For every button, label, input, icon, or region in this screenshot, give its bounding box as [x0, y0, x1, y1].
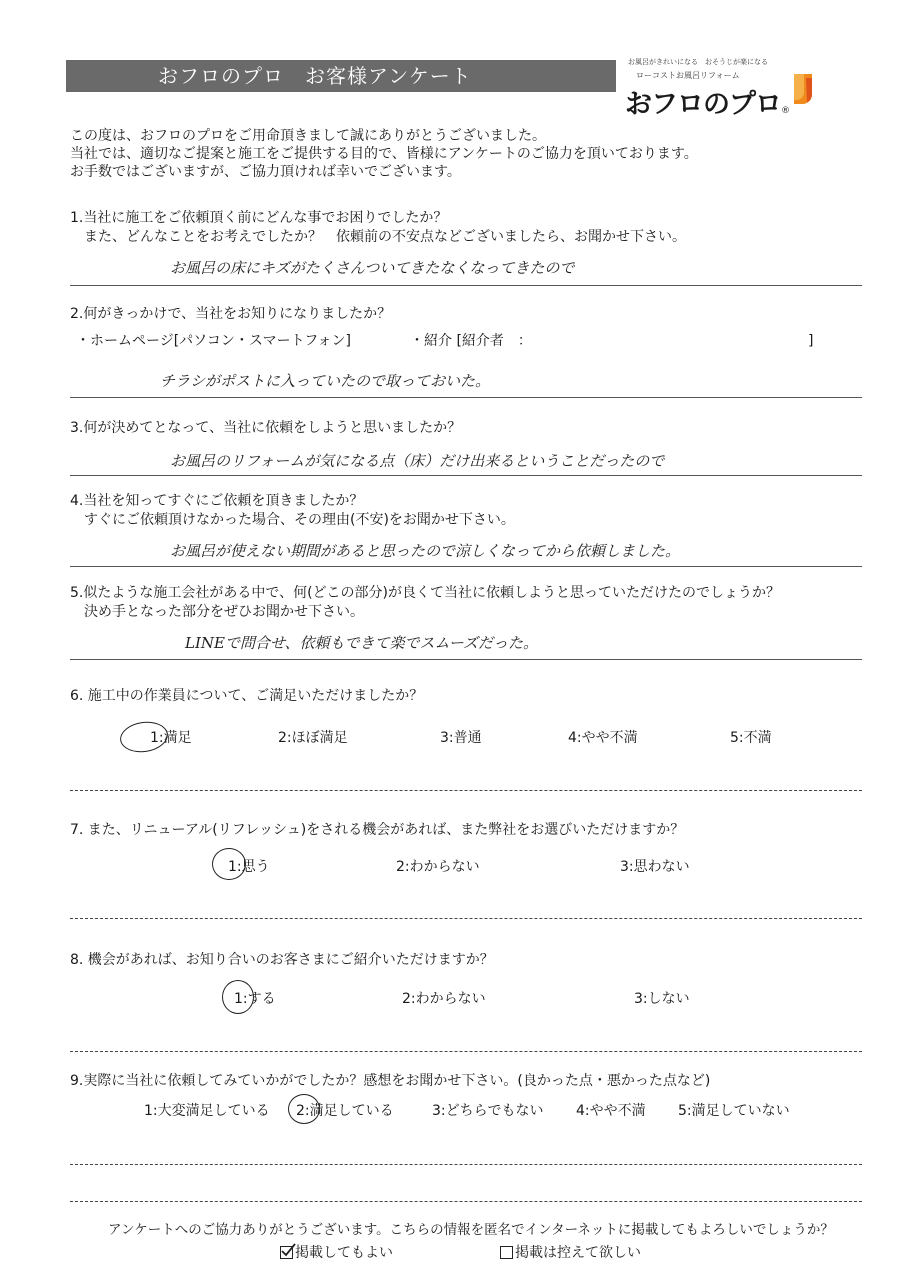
q4-line-1: 4.当社を知ってすぐにご依頼を頂きましたか？	[70, 493, 364, 509]
q6-question: 6. 施工中の作業員について、ご満足いただけましたか？	[70, 688, 424, 704]
q5-answer-line	[70, 659, 862, 660]
intro-line-1: この度は、おフロのプロをご用命頂きまして誠にありがとうございました。	[70, 128, 546, 144]
q8-question: 8. 機会があれば、お知り合いのお客さまにご紹介いただけますか？	[70, 952, 494, 968]
logo-subtitle: ローコストお風呂リフォーム	[636, 71, 740, 80]
q9-answer-line-1	[70, 1164, 862, 1165]
q4-answer: お風呂が使えない期間があると思ったので涼しくなってから依頼しました。	[170, 542, 681, 560]
logo-tagline: お風呂がきれいになる おそうじが楽になる	[628, 58, 768, 66]
q6-option-1[interactable]: 1:満足	[150, 730, 192, 746]
q4-answer-line	[70, 566, 862, 567]
q2-answer: チラシがポストに入っていたので取っておいた。	[160, 372, 491, 390]
q2-bracket-close: ]	[808, 333, 814, 349]
q1-line-2: また、どんなことをお考えでしたか？ 依頼前の不安点などございましたら、お聞かせ下さい。	[70, 229, 686, 245]
logo-mark-icon	[790, 72, 814, 106]
q9-selection-circle	[288, 1094, 320, 1124]
q6-divider	[70, 790, 862, 791]
q7-divider	[70, 918, 862, 919]
q4-line-2: すぐにご依頼頂けなかった場合、その理由(不安)をお聞かせ下さい。	[70, 512, 515, 528]
q6-option-2[interactable]: 2:ほぼ満足	[278, 730, 348, 746]
q7-option-3[interactable]: 3:思わない	[620, 859, 690, 875]
q9-answer-line-2	[70, 1201, 862, 1202]
q3-question: 3.何が決めてとなって、当社に依頼をしようと思いましたか？	[70, 420, 462, 436]
q9-question: 9.実際に当社に依頼してみていかがでしたか？感想をお聞かせ下さい。(良かった点・悪かった点など)	[70, 1073, 711, 1089]
q2-answer-line	[70, 397, 862, 398]
q3-answer-line	[70, 475, 862, 476]
q7-question: 7. また、リニューアル(リフレッシュ)をされる機会があれば、また弊社をお選びいただけますか？	[70, 822, 685, 838]
consent-no-checkbox[interactable]	[500, 1246, 513, 1259]
q9-option-5[interactable]: 5:満足していない	[678, 1103, 790, 1119]
q7-option-2[interactable]: 2:わからない	[396, 859, 480, 875]
q9-option-2[interactable]: 2:満足している	[296, 1103, 394, 1119]
consent-no-option[interactable]	[500, 1242, 641, 1262]
q8-option-1[interactable]: 1:する	[234, 991, 276, 1007]
q2-question: 2.何がきっかけで、当社をお知りになりましたか？	[70, 306, 392, 322]
survey-title: おフロのプロ お客様アンケート	[66, 60, 616, 92]
q8-divider	[70, 1051, 862, 1052]
q1-answer: お風呂の床にキズがたくさんついてきたなくなってきたので	[170, 259, 575, 277]
q6-option-5[interactable]: 5:不満	[730, 730, 772, 746]
check-icon	[281, 1243, 296, 1257]
intro-line-3: お手数ではございますが、ご協力頂ければ幸いでございます。	[70, 164, 461, 180]
q8-option-2[interactable]: 2:わからない	[402, 991, 486, 1007]
q6-selection-circle	[118, 719, 170, 755]
q9-option-3[interactable]: 3:どちらでもない	[432, 1103, 544, 1119]
q1-answer-line	[70, 285, 862, 286]
consent-yes-option[interactable]	[280, 1242, 393, 1262]
company-logo	[625, 82, 789, 121]
consent-no-label: 掲載は控えて欲しい	[515, 1245, 641, 1261]
q1-line-1: 1.当社に施工をご依頼頂く前にどんな事でお困りでしたか？	[70, 210, 448, 226]
q5-line-2: 決め手となった部分をぜひお聞かせ下さい。	[70, 604, 364, 620]
q6-option-3[interactable]: 3:普通	[440, 730, 482, 746]
q2-option-homepage: ・ホームページ[パソコン・スマートフォン]	[76, 333, 351, 349]
q9-option-4[interactable]: 4:やや不満	[576, 1103, 646, 1119]
logo-name: おフロのプロ	[625, 89, 781, 120]
q3-answer: お風呂のリフォームが気になる点（床）だけ出来るということだったので	[170, 452, 665, 470]
q7-selection-circle	[212, 848, 246, 880]
q6-option-4[interactable]: 4:やや不満	[568, 730, 638, 746]
q8-selection-circle	[222, 980, 254, 1014]
q9-option-1[interactable]: 1:大変満足している	[144, 1103, 270, 1119]
q7-option-1[interactable]: 1:思う	[228, 859, 270, 875]
q5-line-1: 5.似たような施工会社がある中で、何(どこの部分)が良くて当社に依頼しようと思っていただけたのでしょうか？	[70, 585, 780, 601]
footer-consent-question: アンケートへのご協力ありがとうございます。こちらの情報を匿名でインターネットに掲載してもよろしいでしょうか？	[108, 1222, 834, 1238]
q8-option-3[interactable]: 3:しない	[634, 991, 690, 1007]
registered-mark: ®	[781, 106, 789, 116]
consent-yes-label: 掲載してもよい	[295, 1245, 393, 1261]
q2-option-referral: ・紹介 [紹介者 ：	[410, 333, 532, 349]
q5-answer: LINEで問合せ、依頼もできて楽でスムーズだった。	[185, 634, 539, 652]
intro-line-2: 当社では、適切なご提案と施工をご提供する目的で、皆様にアンケートのご協力を頂いております。	[70, 146, 698, 162]
consent-yes-checkbox[interactable]	[280, 1246, 293, 1259]
